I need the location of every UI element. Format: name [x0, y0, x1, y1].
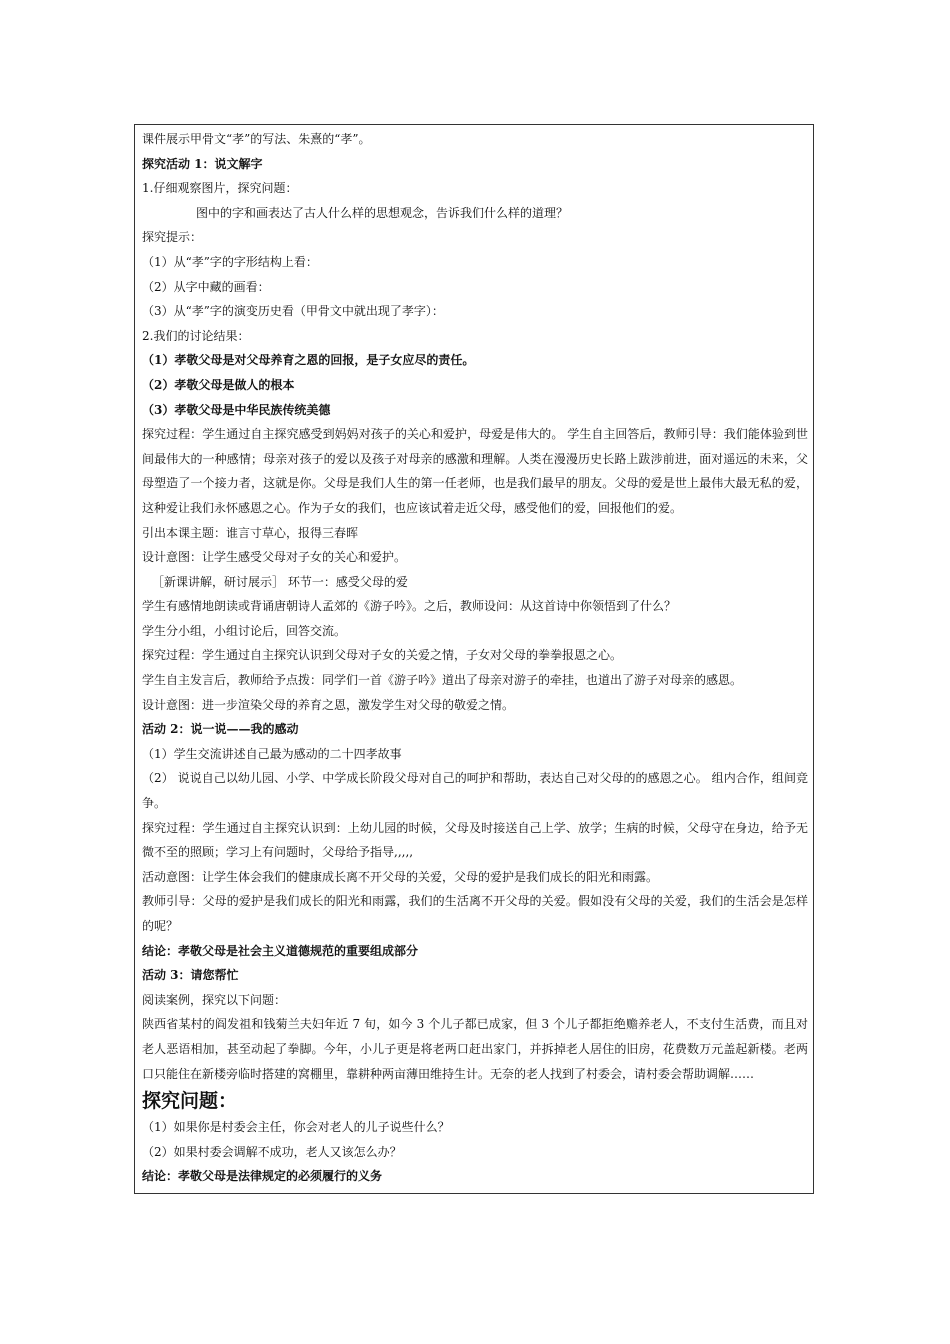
- design-intent-1: 设计意图：让学生感受父母对子女的关心和爱护。: [142, 550, 407, 565]
- activity-3-heading: 活动 3：请您帮忙: [142, 968, 239, 983]
- group-discussion-line: 学生分小组，小组讨论后，回答交流。: [142, 623, 347, 638]
- hint-item-1: （1）从“孝”字的字形结构上看：: [142, 254, 318, 269]
- explore-question-1: （1）如果你是村委会主任，你会对老人的儿子说些什么？: [142, 1120, 450, 1135]
- activity-1-heading: 探究活动 1：说文解字: [142, 156, 263, 171]
- exploration-process-paragraph-1: 探究过程：学生通过自主探究感受到妈妈对孩子的关心和爱护，母爱是伟大的。 学生自主回答后，教师引导：我们能体验到世间最伟大的一种感情；母亲对孩子的爱以及孩子对母亲的感激和理解。人类在漫漫历史长路上跋涉前进，面对遥远的未来，父母塑造了一个接力者，这就是你。父母是我们人生的第一任老师，也是我们最早的朋友。父母的爱是世上最伟大最无私的爱，这种爱让我们永怀感恩之心。作为子女的我们，也应该试着走近父母，感受他们的爱，回报他们的爱。: [142, 427, 808, 515]
- new-lesson-section-line: ［新课讲解，研讨展示］ 环节一：感受父母的爱: [152, 574, 408, 589]
- lesson-plan-content: [142, 127, 808, 1189]
- teacher-guidance-paragraph: 教师引导：父母的爱护是我们成长的阳光和雨露，我们的生活离不开父母的关爱。假如没有父母的关爱，我们的生活会是怎样的呢？: [142, 894, 808, 933]
- hint-item-3: （3）从“孝”字的演变历史看（甲骨文中就出现了孝字）：: [142, 304, 444, 319]
- lesson-theme-line: 引出本课主题：谁言寸草心，报得三春晖: [142, 525, 359, 540]
- activity-2-item-2: （2） 说说自己以幼儿园、小学、中学成长阶段父母对自己的呵护和帮助，表达自己对父母的的感恩之心。 组内合作，组间竞争。: [142, 771, 808, 811]
- activity-intent-line: 活动意图：让学生体会我们的健康成长离不开父母的关爱，父母的爱护是我们成长的阳光和雨露。: [142, 869, 659, 884]
- observe-question-line: 1.仔细观察图片，探究问题：: [142, 181, 298, 196]
- activity-2-heading: 活动 2：说一说——我的感动: [142, 722, 299, 737]
- question-text: 图中的字和画表达了古人什么样的思想观念，告诉我们什么样的道理？: [196, 205, 569, 220]
- hint-item-2: （2）从字中藏的画看：: [142, 279, 270, 294]
- activity-2-item-1: （1）学生交流讲述自己最为感动的二十四孝故事: [142, 746, 402, 761]
- case-reading-line: 阅读案例，探究以下问题：: [142, 992, 287, 1007]
- result-item-3: （3）孝敬父母是中华民族传统美德: [142, 402, 331, 417]
- teacher-guidance-line: 学生自主发言后，教师给予点拨：同学们一首《游子吟》道出了母亲对游子的牵挂，也道出了游子对母亲的感恩。: [142, 673, 743, 688]
- courseware-display-line: 课件展示甲骨文“孝”的写法、朱熹的“孝”。: [142, 132, 371, 146]
- result-item-1: （1）孝敬父母是对父母养育之恩的回报，是子女应尽的责任。: [142, 353, 475, 368]
- exploration-process-paragraph-3: 探究过程：学生通过自主探究认识到：上幼儿园的时候，父母及时接送自己上学、放学；生病的时候，父母守在身边，给予无微不至的照顾；学习上有问题时，父母给予指导,,,,,: [142, 820, 808, 860]
- case-paragraph: 陕西省某村的阎发祖和钱菊兰夫妇年近 7 旬，如今 3 个儿子都已成家，但 3 个儿子都拒绝赡养老人，不支付生活费，而且对老人恶语相加，甚至动起了拳脚。今年，小儿子更是将老两口赶出家门，并拆掉老人居住的旧房，花费数万元盖起新楼。老两口只能住在新楼旁临时搭建的窝棚里，靠耕种两亩薄田维持生计。无奈的老人找到了村委会，请村委会帮助调解……: [142, 1017, 808, 1081]
- result-item-2: （2）孝敬父母是做人的根本: [142, 377, 295, 392]
- exploration-process-line-2: 探究过程：学生通过自主探究认识到父母对子女的关爱之情，子女对父母的拳拳报恩之心。: [142, 648, 623, 663]
- discussion-result-heading: 2.我们的讨论结果：: [142, 328, 250, 343]
- hint-heading: 探究提示：: [142, 230, 203, 245]
- design-intent-2: 设计意图：进一步渲染父母的养育之恩，激发学生对父母的敬爱之情。: [142, 697, 515, 712]
- poem-reading-line: 学生有感情地朗读或背诵唐朝诗人孟郊的《游子吟》。之后，教师设问：从这首诗中你领悟到了什么？: [142, 599, 677, 614]
- conclusion-2: 结论：孝敬父母是法律规定的必须履行的义务: [142, 1169, 383, 1184]
- explore-questions-heading: 探究问题：: [142, 1090, 238, 1113]
- conclusion-1: 结论：孝敬父母是社会主义道德规范的重要组成部分: [142, 943, 419, 958]
- explore-question-2: （2）如果村委会调解不成功，老人又该怎么办？: [142, 1144, 402, 1159]
